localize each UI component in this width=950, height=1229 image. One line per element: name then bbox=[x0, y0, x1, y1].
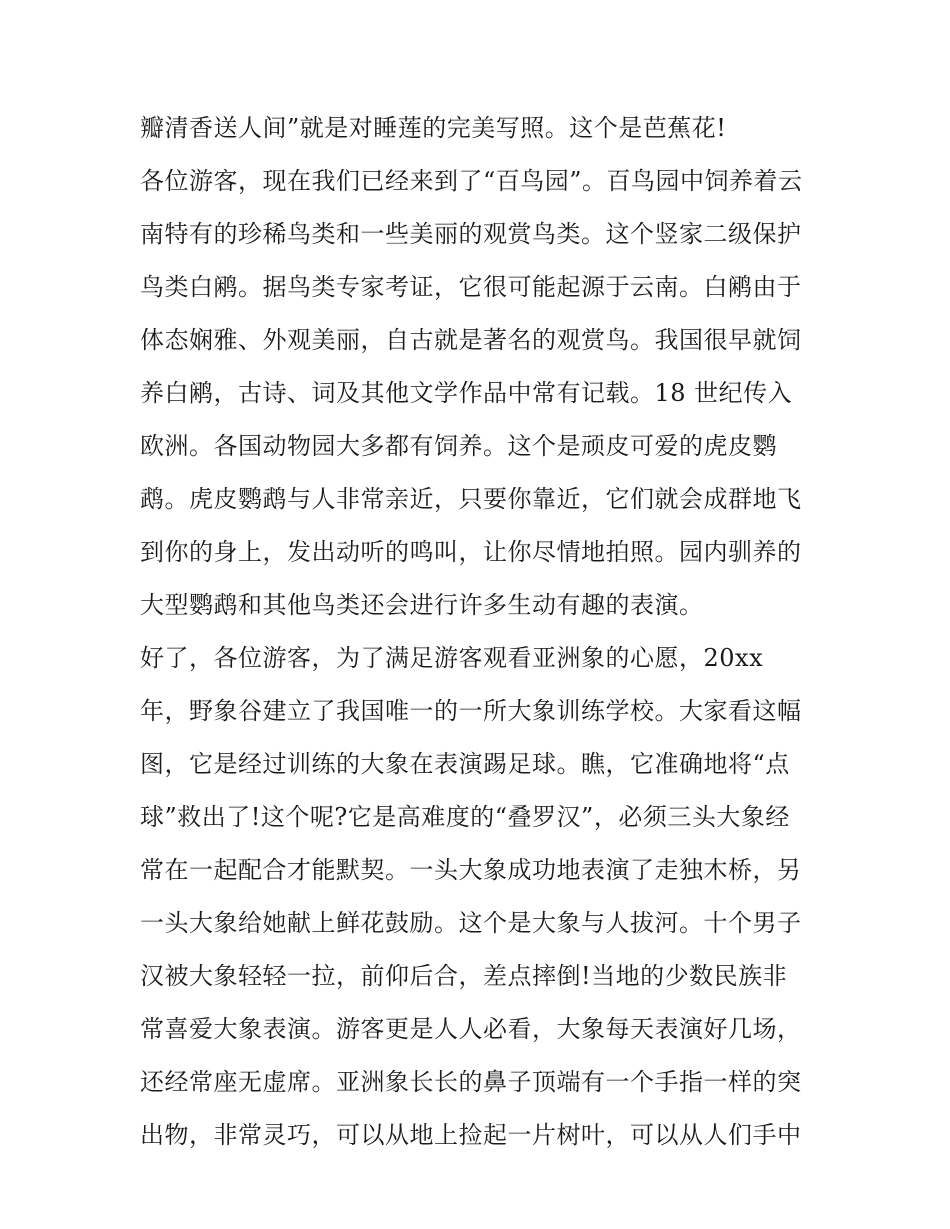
text-line: 图，它是经过训练的大象在表演踢足球。瞧，它准确地将“点 bbox=[140, 750, 790, 778]
text-line: 南特有的珍稀鸟类和一些美丽的观赏鸟类。这个竖家二级保护 bbox=[140, 220, 802, 248]
text-line: 鸟类白鹇。据鸟类专家考证，它很可能起源于云南。白鹇由于 bbox=[140, 273, 802, 301]
text-line: 养白鹇，古诗、词及其他文学作品中常有记载。18 世纪传入 bbox=[140, 379, 793, 407]
text-line: 汉被大象轻轻一拉，前仰后合，差点摔倒!当地的少数民族非 bbox=[140, 962, 788, 990]
text-line: 出物，非常灵巧，可以从地上捡起一片树叶，可以从人们手中 bbox=[140, 1121, 802, 1149]
text-line: 各位游客，现在我们已经来到了“百鸟园”。百鸟园中饲养着云 bbox=[140, 167, 803, 195]
text-line: 大型鹦鹉和其他鸟类还会进行许多生动有趣的表演。 bbox=[140, 591, 704, 619]
text-line: 体态娴雅、外观美丽，自古就是著名的观赏鸟。我国很早就饲 bbox=[140, 326, 802, 354]
text-line: 常在一起配合才能默契。一头大象成功地表演了走独木桥，另 bbox=[140, 856, 802, 884]
text-line: 欧洲。各国动物园大多都有饲养。这个是顽皮可爱的虎皮鹦 bbox=[140, 432, 777, 460]
text-line: 好了，各位游客，为了满足游客观看亚洲象的心愿，20xx bbox=[140, 644, 764, 672]
text-line: 常喜爱大象表演。游客更是人人必看，大象每天表演好几场， bbox=[140, 1015, 802, 1043]
text-line: 球”救出了!这个呢?它是高难度的“叠罗汉”，必须三头大象经 bbox=[140, 803, 790, 831]
text-line: 还经常座无虚席。亚洲象长长的鼻子顶端有一个手指一样的突 bbox=[140, 1068, 802, 1096]
text-line: 瓣清香送人间”就是对睡莲的完美写照。这个是芭蕉花! bbox=[140, 114, 727, 142]
text-line: 到你的身上，发出动听的鸣叫，让你尽情地拍照。园内驯养的 bbox=[140, 538, 802, 566]
text-line: 年，野象谷建立了我国唯一的一所大象训练学校。大家看这幅 bbox=[140, 697, 802, 725]
text-line: 鹉。虎皮鹦鹉与人非常亲近，只要你靠近，它们就会成群地飞 bbox=[140, 485, 802, 513]
text-line: 一头大象给她献上鲜花鼓励。这个是大象与人拔河。十个男子 bbox=[140, 909, 802, 937]
